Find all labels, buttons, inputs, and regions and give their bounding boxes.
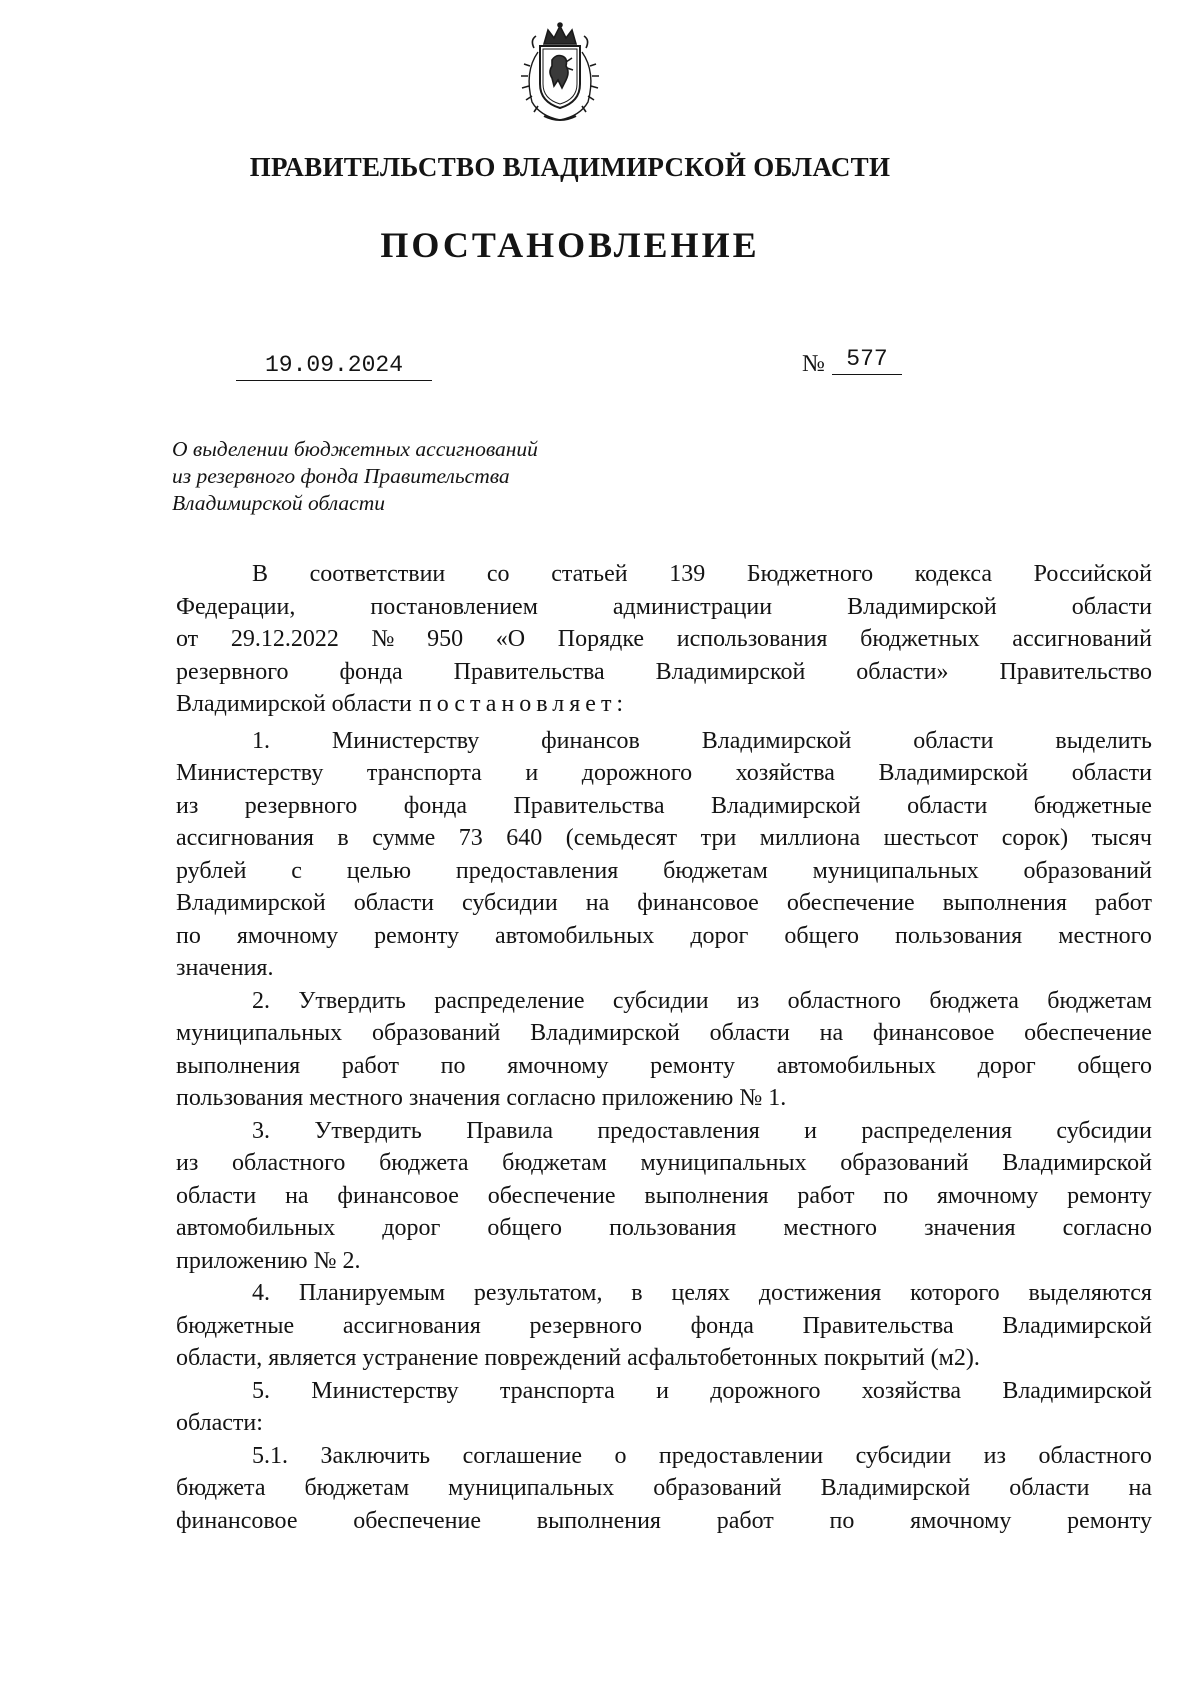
text-line xyxy=(176,1277,1152,1310)
word: области xyxy=(913,727,994,754)
word: Владимирской xyxy=(878,760,1029,786)
word: области xyxy=(176,1182,257,1209)
word: Утвердить xyxy=(314,1117,422,1144)
word: ремонту xyxy=(374,922,460,949)
word: от xyxy=(176,626,199,652)
word: бюджетам xyxy=(304,1475,410,1501)
subject-line: Владимирской области xyxy=(172,491,385,515)
word: целях xyxy=(671,1280,730,1306)
word: образований xyxy=(371,1020,501,1046)
word: образований xyxy=(1023,857,1152,884)
preamble-end-text: Владимирской области xyxy=(176,691,412,717)
word: обеспечение xyxy=(1024,1020,1152,1046)
text-line xyxy=(176,656,1152,689)
word: дорог xyxy=(690,922,749,949)
word: предоставления xyxy=(597,1117,760,1144)
word: хозяйства xyxy=(735,760,835,786)
word: тысяч xyxy=(1091,825,1152,851)
word: выполнения xyxy=(644,1182,769,1209)
word: фонда xyxy=(339,658,403,685)
organization-title: ПРАВИТЕЛЬСТВО ВЛАДИМИРСКОЙ ОБЛАСТИ xyxy=(249,152,891,182)
text-line xyxy=(176,1505,1152,1538)
word: области xyxy=(353,890,434,916)
word: бюджетные xyxy=(1033,792,1152,819)
word: распределение xyxy=(434,987,585,1014)
word: использования xyxy=(676,626,828,652)
word: ремонту xyxy=(1067,1182,1152,1209)
word: Министерству xyxy=(311,1377,459,1404)
word: бюджета xyxy=(929,987,1019,1014)
word: и xyxy=(656,1377,669,1404)
document-number: 577 xyxy=(832,346,902,375)
resolves-word: постановляет: xyxy=(418,691,629,717)
word: ямочному xyxy=(910,1507,1012,1534)
word: с xyxy=(291,857,302,884)
word: и xyxy=(804,1117,817,1144)
word: выделить xyxy=(1055,727,1152,754)
word: обеспечение xyxy=(786,890,915,916)
word: области xyxy=(1071,760,1152,786)
word: рублей xyxy=(176,857,247,884)
word: Утвердить xyxy=(298,987,406,1014)
word: ассигнования xyxy=(176,825,314,851)
word: Владимирской xyxy=(820,1475,971,1501)
word: местного xyxy=(1058,922,1152,949)
text-line xyxy=(176,1310,1152,1343)
word: фонда xyxy=(690,1312,754,1339)
text-line xyxy=(176,725,1152,758)
word: 4. xyxy=(252,1280,270,1306)
word: областного xyxy=(1038,1442,1152,1469)
word: финансовое xyxy=(637,890,759,916)
word: резервного xyxy=(176,658,289,685)
word: Владимирской xyxy=(701,727,852,754)
word: предоставления xyxy=(455,857,619,884)
word: «О xyxy=(495,626,526,652)
word: финансов xyxy=(541,727,640,754)
word: и xyxy=(525,760,539,786)
word: выделяются xyxy=(1028,1280,1152,1306)
word: дорожного xyxy=(581,760,693,786)
word: согласно xyxy=(1062,1215,1152,1241)
word: области xyxy=(1009,1475,1090,1501)
word: из xyxy=(736,987,760,1014)
word: выполнения xyxy=(536,1507,661,1534)
word: Владимирской xyxy=(710,792,861,819)
word: работ xyxy=(797,1182,855,1209)
word: Заключить xyxy=(320,1442,431,1469)
word: значения xyxy=(924,1215,1016,1241)
word: бюджетам xyxy=(663,857,768,884)
word: выполнения xyxy=(942,890,1067,916)
word: бюджетам xyxy=(1047,987,1152,1014)
word: 5. xyxy=(252,1377,270,1404)
word: Правительство xyxy=(999,658,1152,685)
word: Владимирской xyxy=(655,658,806,685)
word: ассигнования xyxy=(342,1312,481,1339)
document-type-title: ПОСТАНОВЛЕНИЕ xyxy=(380,225,760,265)
word: финансовое xyxy=(337,1182,459,1209)
word: Правительства xyxy=(453,658,605,685)
word: по xyxy=(176,922,201,949)
word: Порядке xyxy=(557,626,645,652)
word: пользования xyxy=(895,922,1023,949)
word: выполнения xyxy=(176,1052,301,1079)
word: дорог xyxy=(977,1052,1036,1079)
text-line xyxy=(176,1440,1152,1473)
document-subject xyxy=(172,436,612,517)
word: финансовое xyxy=(872,1020,995,1046)
word: из xyxy=(983,1442,1006,1469)
word: из xyxy=(176,792,199,819)
word: на xyxy=(819,1020,844,1046)
word: из xyxy=(176,1150,199,1176)
word: образований xyxy=(840,1150,969,1176)
word: (семьдесят xyxy=(565,825,678,851)
word: 5.1. xyxy=(252,1442,288,1469)
word: финансовое xyxy=(176,1507,298,1534)
word: бюджетные xyxy=(176,1312,295,1339)
word: 640 xyxy=(506,825,543,851)
document-date: 19.09.2024 xyxy=(236,352,432,381)
word: Правительства xyxy=(513,792,665,819)
number-sign: № xyxy=(802,351,825,377)
word: области xyxy=(709,1020,790,1046)
word: Российской xyxy=(1033,561,1152,587)
text-line xyxy=(176,1212,1152,1245)
word: целью xyxy=(346,857,412,884)
word: миллиона xyxy=(759,825,861,851)
coat-of-arms-icon xyxy=(510,22,610,126)
text-line xyxy=(176,1050,1152,1083)
word: образований xyxy=(653,1475,782,1501)
word: транспорта xyxy=(499,1377,615,1404)
word: автомобильных xyxy=(776,1052,936,1079)
word: дорог xyxy=(382,1215,441,1241)
word: Владимирской xyxy=(1002,1150,1152,1176)
text-line: приложению № 2. xyxy=(176,1247,361,1274)
text-line xyxy=(176,985,1152,1018)
word: которого xyxy=(910,1280,1000,1306)
word: резервного xyxy=(244,792,358,819)
word: постановлением xyxy=(370,593,538,620)
word: достижения xyxy=(758,1280,882,1306)
word: кодекса xyxy=(914,561,993,587)
word: на xyxy=(585,890,610,916)
text-line: пользования местного значения согласно приложению № 1. xyxy=(176,1085,787,1111)
subject-line: О выделении бюджетных ассигнований xyxy=(172,437,538,461)
word: ямочному xyxy=(936,1182,1039,1209)
word: 950 xyxy=(427,626,464,652)
word: субсидии xyxy=(1056,1117,1152,1144)
word: 73 xyxy=(458,825,483,851)
word: обеспечение xyxy=(353,1507,482,1534)
word: Министерству xyxy=(331,727,480,754)
word: Планируемым xyxy=(298,1280,446,1306)
word: бюджетам xyxy=(502,1150,607,1176)
text-line xyxy=(176,790,1152,823)
text-line xyxy=(176,1017,1152,1050)
word: соглашение xyxy=(462,1442,582,1469)
word: работ xyxy=(1094,890,1152,916)
text-line xyxy=(176,591,1152,624)
word: областного xyxy=(787,987,902,1014)
word: 1. xyxy=(252,727,270,754)
word: субсидии xyxy=(855,1442,952,1469)
text-line xyxy=(176,1115,1152,1148)
word: 3. xyxy=(252,1117,270,1144)
word: субсидии xyxy=(612,987,709,1014)
word: на xyxy=(1128,1475,1152,1501)
word: общего xyxy=(784,922,859,949)
word: в xyxy=(337,825,349,851)
word: ассигнований xyxy=(1012,626,1152,652)
text-line: значения. xyxy=(176,955,274,981)
word: Правительства xyxy=(802,1312,954,1339)
word: ямочному xyxy=(507,1052,609,1079)
word: бюджета xyxy=(379,1150,469,1176)
word: результатом, xyxy=(473,1280,603,1306)
word: работ xyxy=(341,1052,399,1079)
word: бюджетных xyxy=(860,626,980,652)
word: фонда xyxy=(403,792,467,819)
text-line xyxy=(176,623,1152,656)
word: муниципальных xyxy=(448,1475,615,1501)
word: распределения xyxy=(861,1117,1013,1144)
word: № xyxy=(371,626,395,652)
word: 2. xyxy=(252,987,270,1014)
word: статьей xyxy=(551,561,628,587)
word: 29.12.2022 xyxy=(230,626,339,652)
word: работ xyxy=(716,1507,774,1534)
word: по xyxy=(829,1507,855,1534)
word: Владимирской xyxy=(176,890,326,916)
word: Владимирской xyxy=(1002,1312,1152,1339)
word: 139 xyxy=(669,561,706,587)
word: ремонту xyxy=(650,1052,735,1079)
word: о xyxy=(614,1442,627,1469)
word: три xyxy=(700,825,737,851)
text-line xyxy=(176,1472,1152,1505)
text-line xyxy=(176,822,1152,855)
word: хозяйства xyxy=(861,1377,962,1404)
word: по xyxy=(883,1182,909,1209)
word: транспорта xyxy=(366,760,482,786)
word: областного xyxy=(231,1150,346,1176)
document-body xyxy=(176,558,1152,1537)
word: сумме xyxy=(372,825,436,851)
word: на xyxy=(285,1182,309,1209)
word: Министерству xyxy=(176,760,324,786)
text-line xyxy=(176,1375,1152,1408)
word: ремонту xyxy=(1067,1507,1152,1534)
word: администрации xyxy=(612,593,773,620)
word: Владимирской xyxy=(847,593,997,620)
word: по xyxy=(440,1052,466,1079)
word: общего xyxy=(1077,1052,1152,1079)
word: области xyxy=(907,792,988,819)
word: местного xyxy=(783,1215,877,1241)
word: области xyxy=(1071,593,1152,620)
word: муниципальных xyxy=(812,857,979,884)
word: Бюджетного xyxy=(746,561,874,587)
word: Федерации, xyxy=(176,593,296,620)
word: резервного xyxy=(529,1312,642,1339)
text-line xyxy=(176,855,1152,888)
text-line xyxy=(176,688,1152,721)
word: общего xyxy=(487,1215,563,1241)
text-line xyxy=(176,757,1152,790)
word: дорожного xyxy=(710,1377,821,1404)
word: предоставлении xyxy=(658,1442,824,1469)
word: ямочному xyxy=(236,922,339,949)
word: автомобильных xyxy=(495,922,655,949)
word: Владимирской xyxy=(530,1020,680,1046)
text-line: области, является устранение повреждений асфальтобетонных покрытий (м2). xyxy=(176,1345,980,1371)
word: шестьсот xyxy=(883,825,979,851)
text-line xyxy=(176,558,1152,591)
word: Владимирской xyxy=(1002,1377,1152,1404)
word: муниципальных xyxy=(176,1020,343,1046)
word: субсидии xyxy=(462,890,558,916)
word: соответствии xyxy=(309,561,446,587)
word: бюджета xyxy=(176,1475,266,1501)
word: муниципальных xyxy=(640,1150,807,1176)
subject-line: из резервного фонда Правительства xyxy=(172,464,510,488)
word: области» xyxy=(856,658,949,685)
word: сорок) xyxy=(1001,825,1069,851)
text-line: области: xyxy=(176,1410,263,1436)
text-line xyxy=(176,920,1152,953)
text-line xyxy=(176,1147,1152,1180)
word: пользования xyxy=(609,1215,737,1241)
word: со xyxy=(486,561,510,587)
word: в xyxy=(631,1280,643,1306)
word: Правила xyxy=(466,1117,553,1144)
word: В xyxy=(252,561,269,587)
word: автомобильных xyxy=(176,1215,336,1241)
text-line xyxy=(176,887,1152,920)
word: обеспечение xyxy=(487,1182,616,1209)
text-line xyxy=(176,1180,1152,1213)
